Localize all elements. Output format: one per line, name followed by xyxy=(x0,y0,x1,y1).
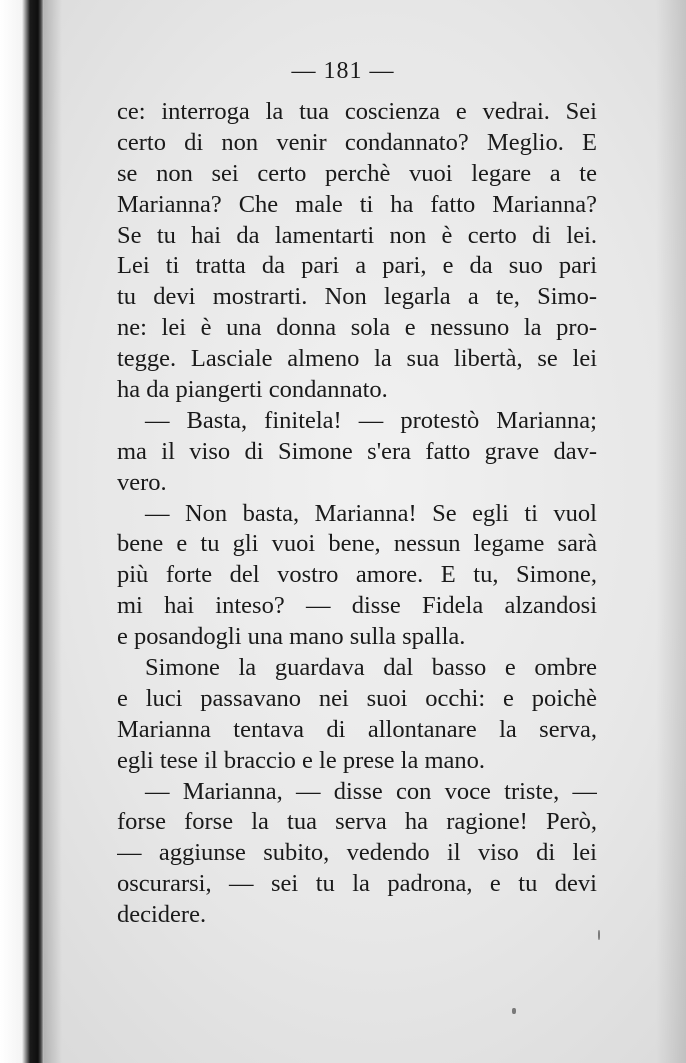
text-line: e posandogli una mano sulla spalla. xyxy=(117,623,466,651)
text-line: Marianna tentava di allontanare la serva, xyxy=(117,715,597,743)
text-line: vero. xyxy=(117,468,167,496)
text-line: — Non basta, Marianna! Se egli ti vuol xyxy=(145,499,597,527)
book-binding-edge xyxy=(0,0,44,1063)
text-line: ce: interroga la tua coscienza e vedrai. Sei xyxy=(117,98,597,125)
binding-shadow xyxy=(44,0,62,1063)
text-line: Marianna? Che male ti ha fatto Marianna? xyxy=(117,190,597,218)
text-line: — Basta, finitela! — protestò Marianna; xyxy=(145,406,597,434)
text-line: Simone la guardava dal basso e ombre xyxy=(145,654,597,682)
text-line: — Marianna, — disse con voce triste, — xyxy=(145,777,597,805)
text-line: egli tese il braccio e le prese la mano. xyxy=(117,746,486,774)
text-line: se non sei certo perchè vuoi legare a te xyxy=(117,159,597,187)
text-line: bene e tu gli vuoi bene, nessun legame sarà xyxy=(117,530,597,558)
text-line: forse forse la tua serva ha ragione! Però, xyxy=(117,808,597,836)
text-line: Lei ti tratta da pari a pari, e da suo pari xyxy=(117,252,597,280)
text-line: — aggiunse subito, vedendo il viso di lei xyxy=(117,839,597,867)
text-line: e luci passavano nei suoi occhi: e poichè xyxy=(117,684,597,712)
page-edge-shadow xyxy=(656,0,686,1063)
text-line: decidere. xyxy=(117,901,207,929)
text-line: tegge. Lasciale almeno la sua libertà, se lei xyxy=(117,345,597,373)
text-line: mi hai inteso? — disse Fidela alzandosi xyxy=(117,592,597,620)
text-line: Se tu hai da lamentarti non è certo di lei. xyxy=(117,221,597,249)
text-line: più forte del vostro amore. E tu, Simone, xyxy=(117,561,597,589)
text-line: oscurarsi, — sei tu la padrona, e tu devi xyxy=(117,870,597,898)
text-line: ha da piangerti condannato. xyxy=(117,376,388,404)
paper-speck xyxy=(598,930,600,940)
body-text xyxy=(117,97,597,931)
text-line: tu devi mostrarti. Non legarla a te, Simo- xyxy=(117,283,597,311)
text-line: ma il viso di Simone s'era fatto grave dav- xyxy=(117,437,597,465)
text-line: ne: lei è una donna sola e nessuno la pro- xyxy=(117,314,597,342)
page-number: — 181 — xyxy=(291,58,395,84)
paper-speck xyxy=(512,1008,516,1014)
text-line: certo di non venir condannato? Meglio. E xyxy=(117,128,597,156)
